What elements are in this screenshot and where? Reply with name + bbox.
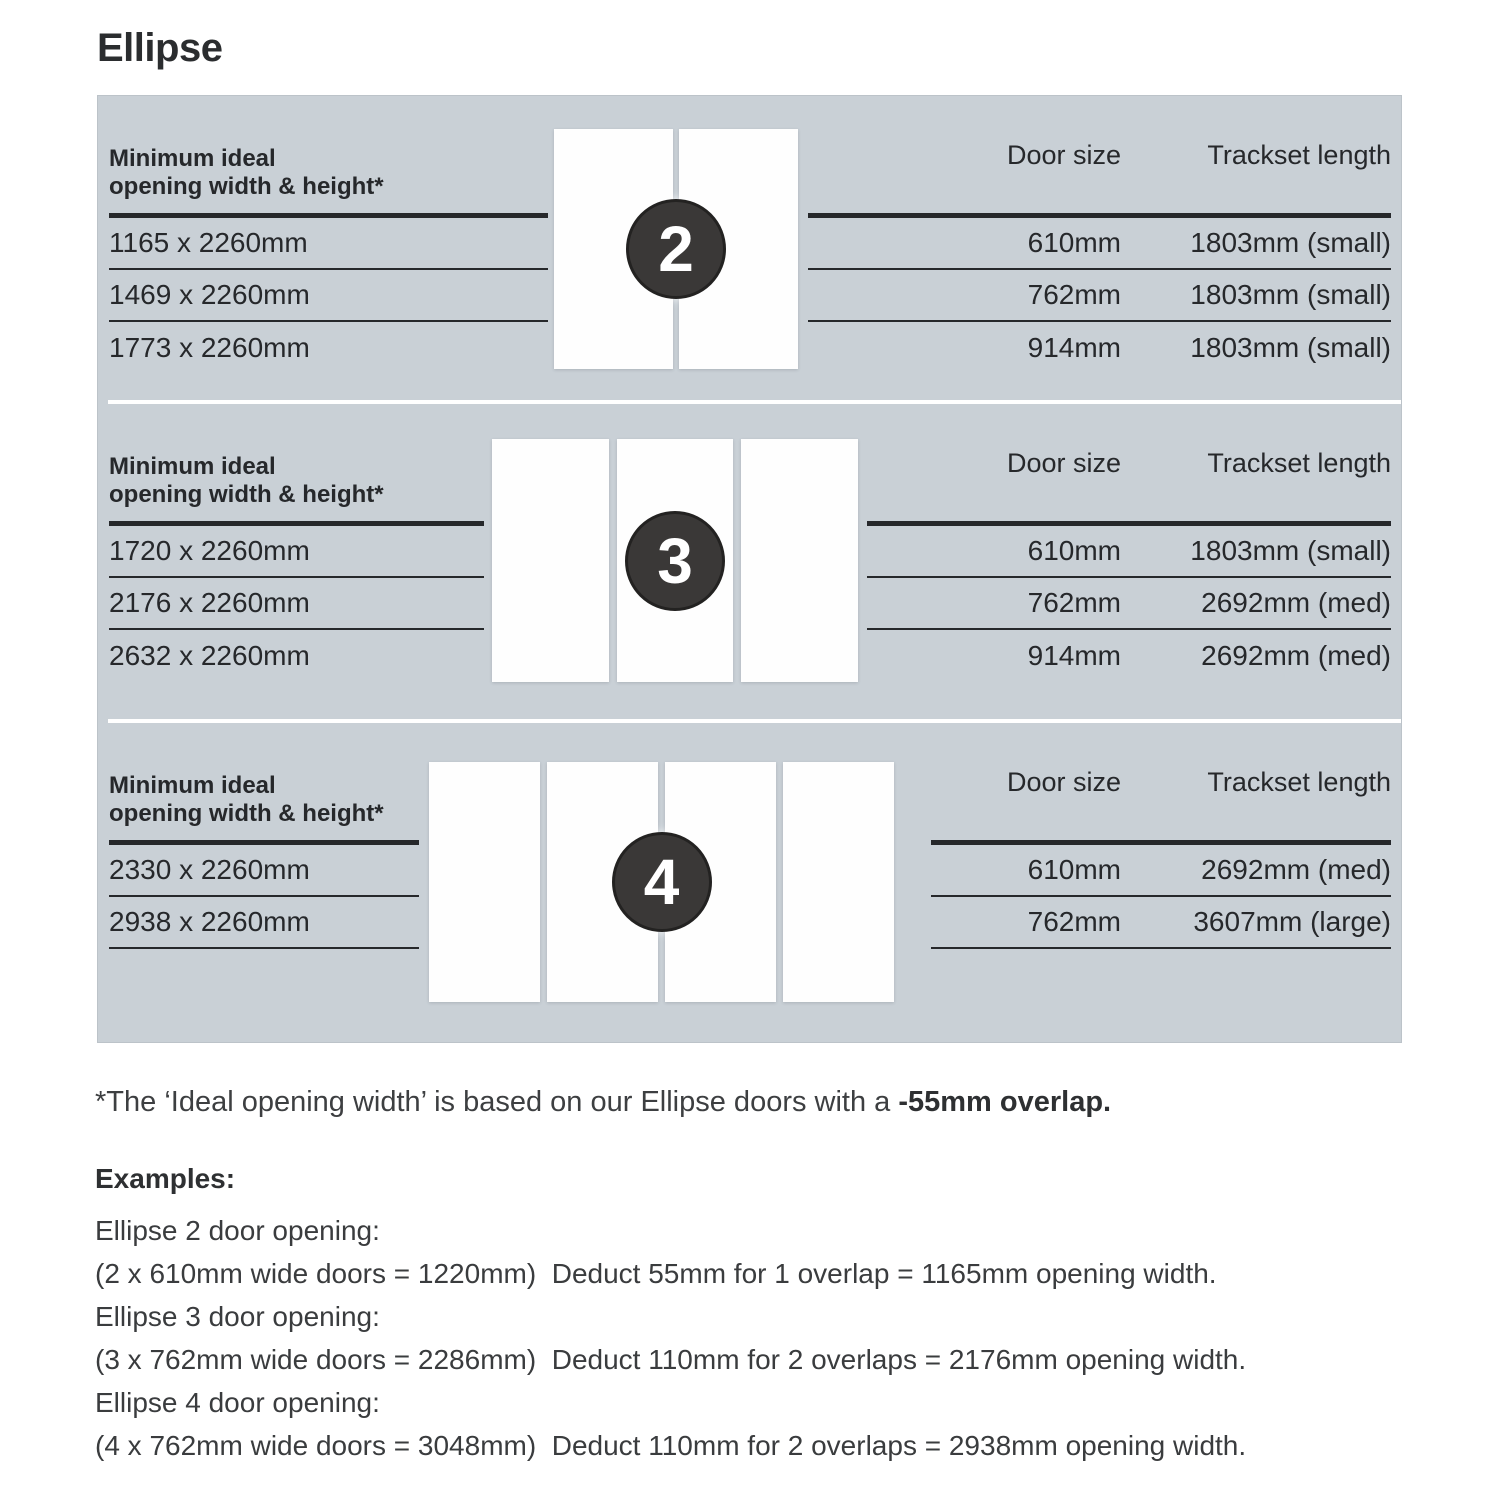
size-row	[931, 845, 1391, 897]
opening-size-table-2-door	[109, 96, 548, 374]
door-panel	[492, 439, 609, 682]
size-table-4-door	[931, 723, 1391, 949]
opening-size-header	[109, 404, 484, 526]
door-size-value: 914mm	[1027, 640, 1121, 671]
footnote	[95, 1086, 1455, 1119]
size-table-header	[867, 404, 1391, 526]
opening-header-line1: Minimum ideal	[109, 772, 276, 799]
door-count-badge	[626, 199, 726, 299]
opening-size-row	[109, 630, 484, 682]
example-detail: (3 x 762mm wide doors = 2286mm) Deduct 110mm for 2 overlaps = 2176mm opening width.	[95, 1344, 1247, 1375]
door-panel	[429, 762, 540, 1002]
opening-value: 2938 x 2260mm	[109, 906, 310, 937]
opening-header-line2: opening width & height*	[109, 800, 384, 827]
size-table-header	[808, 96, 1391, 218]
size-row	[867, 630, 1391, 682]
size-table-header	[931, 723, 1391, 845]
opening-value: 1469 x 2260mm	[109, 279, 310, 310]
trackset-value: 1803mm (small)	[1190, 535, 1391, 566]
page-title: Ellipse	[97, 26, 223, 70]
opening-size-row	[109, 270, 548, 322]
door-panel	[783, 762, 894, 1002]
size-row	[867, 526, 1391, 578]
example-label: Ellipse 3 door opening:	[95, 1301, 380, 1332]
trackset-value: 1803mm (small)	[1190, 227, 1391, 258]
door-size-value: 610mm	[1027, 535, 1121, 566]
examples-heading: Examples:	[95, 1163, 236, 1194]
door-count-number: 2	[658, 213, 694, 285]
size-row	[808, 218, 1391, 270]
footnote-text: *The ‘Ideal opening width’ is based on our Ellipse doors with a	[95, 1086, 899, 1118]
opening-size-row	[109, 578, 484, 630]
section-3-door	[98, 404, 1401, 719]
opening-value: 1165 x 2260mm	[109, 227, 308, 258]
opening-value: 2632 x 2260mm	[109, 640, 310, 671]
trackset-header: Trackset length	[1207, 448, 1391, 478]
door-diagram-3	[492, 439, 858, 682]
opening-size-header	[109, 723, 419, 845]
footnote-bold: -55mm overlap.	[898, 1086, 1112, 1118]
trackset-value: 1803mm (small)	[1190, 332, 1391, 363]
size-row	[867, 578, 1391, 630]
section-4-door	[98, 723, 1401, 1042]
door-size-header: Door size	[1006, 448, 1121, 478]
door-size-header: Door size	[1006, 140, 1121, 170]
door-count-number: 4	[643, 846, 680, 918]
opening-size-row	[109, 845, 419, 897]
opening-size-row	[109, 526, 484, 578]
door-size-value: 610mm	[1027, 854, 1121, 885]
section-2-door	[98, 96, 1401, 400]
door-diagram-2	[554, 129, 798, 369]
opening-header-line2: opening width & height*	[109, 173, 384, 200]
size-row	[808, 322, 1391, 374]
notes-block	[95, 1086, 1455, 1467]
door-size-header: Door size	[1006, 767, 1121, 797]
door-count-badge	[612, 832, 712, 932]
example-detail: (4 x 762mm wide doors = 3048mm) Deduct 110mm for 2 overlaps = 2938mm opening width.	[95, 1430, 1247, 1461]
door-size-value: 762mm	[1027, 279, 1121, 310]
door-count-badge	[625, 511, 725, 611]
example-label: Ellipse 4 door opening:	[95, 1387, 380, 1418]
size-table-2-door	[808, 96, 1391, 374]
example-label: Ellipse 2 door opening:	[95, 1215, 380, 1246]
trackset-value: 1803mm (small)	[1190, 279, 1391, 310]
opening-header-line2: opening width & height*	[109, 481, 384, 508]
opening-header-line1: Minimum ideal	[109, 145, 276, 172]
opening-size-row	[109, 218, 548, 270]
opening-value: 1720 x 2260mm	[109, 535, 310, 566]
door-size-value: 914mm	[1027, 332, 1121, 363]
trackset-value: 2692mm (med)	[1201, 854, 1391, 885]
trackset-value: 2692mm (med)	[1201, 587, 1391, 618]
opening-header-line1: Minimum ideal	[109, 453, 276, 480]
door-count-number: 3	[657, 524, 693, 597]
size-table-3-door	[867, 404, 1391, 682]
trackset-value: 3607mm (large)	[1193, 906, 1391, 937]
opening-value: 1773 x 2260mm	[109, 332, 310, 363]
opening-size-table-4-door	[109, 723, 419, 949]
opening-size-header	[109, 96, 548, 218]
door-diagram-4	[429, 762, 894, 1002]
trackset-header: Trackset length	[1207, 140, 1391, 170]
door-size-value: 610mm	[1027, 227, 1121, 258]
opening-size-table-3-door	[109, 404, 484, 682]
door-size-value: 762mm	[1027, 906, 1121, 937]
opening-value: 2176 x 2260mm	[109, 587, 310, 618]
trackset-value: 2692mm (med)	[1201, 640, 1391, 671]
trackset-header: Trackset length	[1207, 767, 1391, 797]
example-detail: (2 x 610mm wide doors = 1220mm) Deduct 55mm for 1 overlap = 1165mm opening width.	[95, 1258, 1217, 1289]
opening-value: 2330 x 2260mm	[109, 854, 310, 885]
door-size-value: 762mm	[1027, 587, 1121, 618]
door-panel	[741, 439, 858, 682]
size-row	[808, 270, 1391, 322]
opening-size-row	[109, 897, 419, 949]
size-row	[931, 897, 1391, 949]
spec-panel	[97, 95, 1402, 1043]
opening-size-row	[109, 322, 548, 374]
